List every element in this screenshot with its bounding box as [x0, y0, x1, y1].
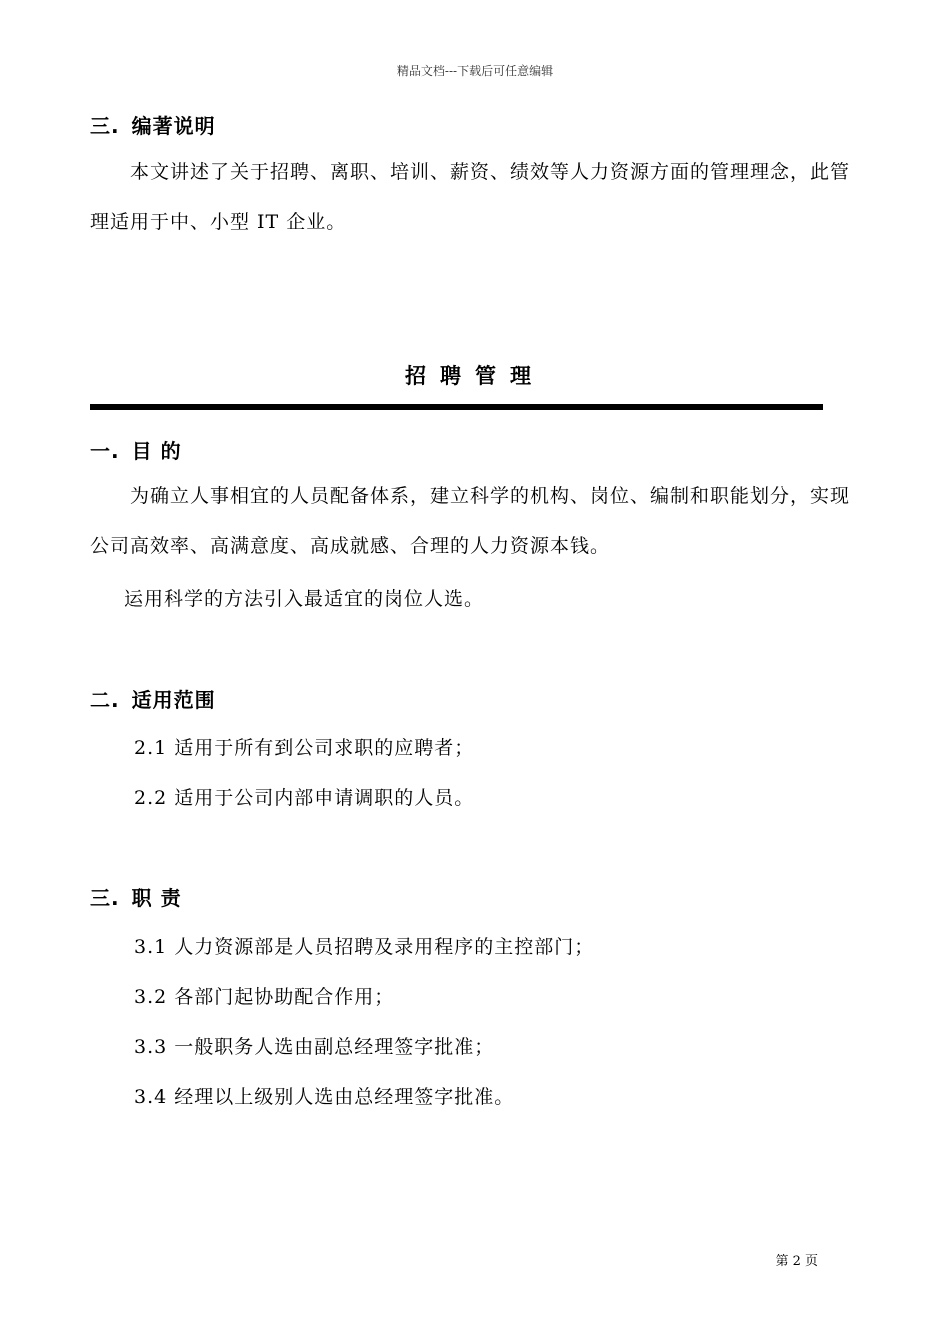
- scope-heading-number: 二.: [90, 688, 120, 712]
- duties-item: 3.2 各部门起协助配合作用；: [134, 986, 395, 1008]
- chapter-divider: [90, 404, 823, 410]
- duties-item: 3.4 经理以上级别人选由总经理签字批准。: [134, 1086, 515, 1108]
- intro-paragraph: 本文讲述了关于招聘、离职、培训、薪资、绩效等人力资源方面的管理理念，此管理适用于中、小型 IT 企业。: [90, 161, 851, 233]
- intro-heading: [90, 110, 216, 139]
- purpose-heading-number: 一.: [90, 439, 120, 463]
- duties-item: 3.3 一般职务人选由副总经理签字批准；: [134, 1036, 495, 1058]
- purpose-method-line: 运用科学的方法引入最适宜的岗位人选。: [124, 588, 485, 610]
- scope-item: 2.2 适用于公司内部申请调职的人员。: [134, 787, 475, 809]
- intro-heading-title: 编著说明: [131, 114, 216, 138]
- page-number: 第 2 页: [775, 1254, 818, 1269]
- purpose-heading-title: 目 的: [131, 439, 182, 463]
- duties-item: 3.1 人力资源部是人员招聘及录用程序的主控部门；: [134, 936, 595, 958]
- purpose-paragraph: 为确立人事相宜的人员配备体系，建立科学的机构、岗位、编制和职能划分，实现公司高效率、高满意度、高成就感、合理的人力资源本钱。: [90, 485, 851, 557]
- chapter-title: 招聘管理: [405, 364, 545, 388]
- duties-heading-title: 职 责: [131, 886, 182, 910]
- page-header-note: 精品文档---下载后可任意编辑: [396, 64, 554, 78]
- scope-item: 2.1 适用于所有到公司求职的应聘者；: [134, 737, 475, 759]
- scope-heading: [90, 684, 216, 713]
- purpose-heading: [90, 435, 182, 464]
- scope-heading-title: 适用范围: [131, 688, 216, 712]
- duties-heading: [90, 882, 182, 911]
- duties-heading-number: 三.: [90, 886, 120, 910]
- intro-heading-number: 三.: [90, 114, 120, 138]
